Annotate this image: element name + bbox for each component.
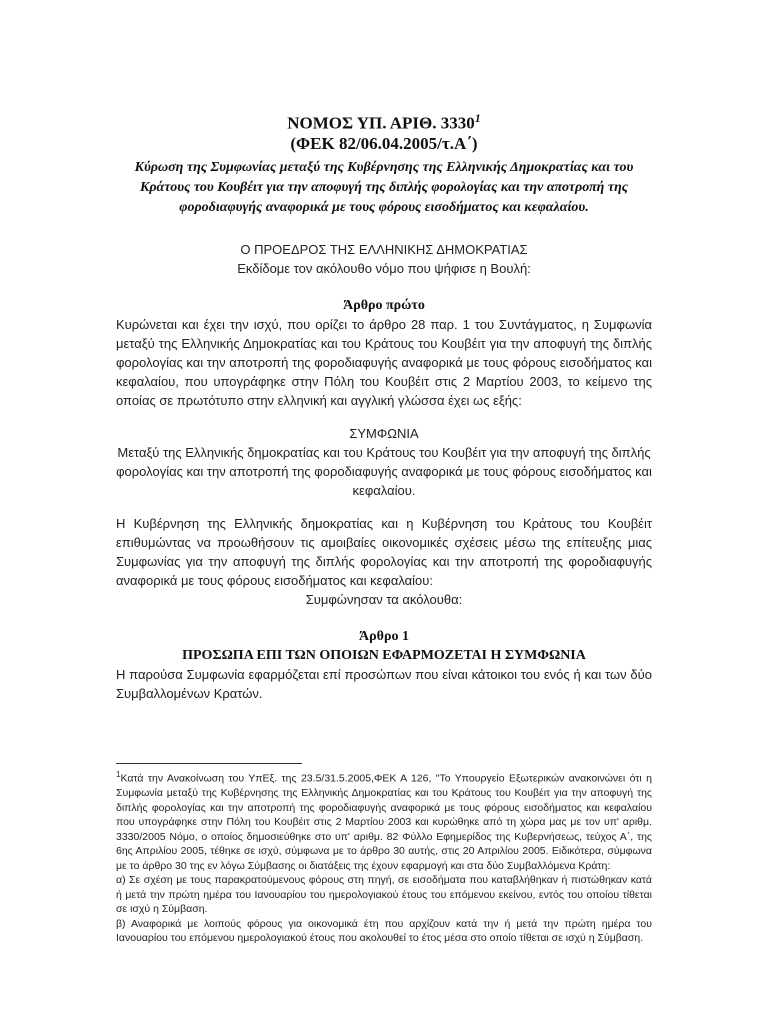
law-subject: Κύρωση της Συμφωνίας μεταξύ της Κυβέρνησης της Ελληνικής Δημοκρατίας και του Κράτους του Κουβέιτ για την αποφυγή της διπλής φορολογίας και την αποτροπή της φοροδιαφυγής αναφορικά με τους φόρους εισοδήματος και κεφαλαίου. xyxy=(134,159,634,215)
footnote-reference[interactable]: 1 xyxy=(474,111,481,125)
fek-reference: (ΦΕΚ 82/06.04.2005/τ.Α΄) xyxy=(290,133,478,153)
agreement-intro: Η Κυβέρνηση της Ελληνικής δημοκρατίας και η Κυβέρνηση του Κράτους του Κουβέιτ επιθυμώντας να προωθήσουν τις αμοιβαίες οικονομικές σχέσεις μέσω της επίτευξης μιας Συμφωνίας για την αποφυγή της διπλής φορολογίας και την αποτροπή της φοροδιαφυγής αναφορικά με τους φόρους εισοδήματος και κεφαλαίου: xyxy=(116,516,652,588)
agreed-line: Συμφώνησαν τα ακόλουθα: xyxy=(305,592,463,607)
article-first-text: Κυρώνεται και έχει την ισχύ, που ορίζει το άρθρο 28 παρ. 1 του Συντάγματος, η Συμφωνία μεταξύ της Ελληνικής Δημοκρατίας και του Κράτους του Κουβέιτ για την αποφυγή της διπλής φορολογίας και την αποτροπή της φοροδιαφυγής αναφορικά με τους φόρους εισοδήματος και κεφαλαίου, που υπογράφηκε στην Πόλη του Κουβέιτ στις 2 Μαρτίου 2003, το κείμενο της οποίας σε πρωτότυπο στην ελληνική και αγγλική γλώσσα έχει ως εξής: xyxy=(116,317,652,408)
footnote-item-b: β) Αναφορικά με λοιπούς φόρους για οικονομικά έτη που αρχίζουν κατά την ή μετά την πρώτη ημέρα του Ιανουαρίου του επόμενου ημερολογιακού έτους που ακολουθεί το έτος μέσα στο οποίο τίθεται σε ισχύ η Σύμβαση. xyxy=(116,917,652,944)
article-1-text: Η παρούσα Συμφωνία εφαρμόζεται επί προσώπων που είναι κάτοικοι του ενός ή και των δύο Συμβαλλομένων Κρατών. xyxy=(116,667,652,701)
law-title xyxy=(110,108,658,134)
footnote-area xyxy=(116,768,652,946)
law-number: ΝΟΜΟΣ ΥΠ. ΑΡΙΘ. 3330 xyxy=(287,113,475,133)
article-first-heading: Άρθρο πρώτο xyxy=(343,298,425,313)
article-1-title: ΠΡΟΣΩΠΑ ΕΠΙ ΤΩΝ ΟΠΟΙΩΝ ΕΦΑΡΜΟΖΕΤΑΙ Η ΣΥΜΦΩΝΙΑ xyxy=(182,648,586,663)
agreement-subtitle: Μεταξύ της Ελληνικής δημοκρατίας και του Κράτους του Κουβέιτ για την αποφυγή της διπλής φορολογίας και την αποτροπή της φοροδιαφυγής αναφορικά με τους φόρους εισοδήματος και κεφαλαίου. xyxy=(116,445,652,498)
law-header xyxy=(110,108,658,218)
footnote-item-a: α) Σε σχέση με τους παρακρατούμενους φόρους στη πηγή, σε εισοδήματα που καταβλήθηκαν ή πιστώθηκαν κατά ή μετά την πρώτη ημέρα του Ιανουαρίου του ημερολογιακού έτους του επόμενου εκείνου, εντός του οποίου τίθεται σε ισχύ η Σύμβαση. xyxy=(116,874,652,915)
footnote-body: Κατά την Ανακοίνωση του ΥπΕξ. της 23.5/31.5.2005,ΦΕΚ Α 126, "Το Υπουργείο Εξωτερικών ανακοινώνει ότι η Συμφωνία μεταξύ της Κυβέρνησης της Ελληνικής Δημοκρατίας και του Κράτους του Κουβέιτ για την αποφυγή της διπλής φορολογίας και την αποτροπή της φοροδιαφυγής αναφορικά με τους φόρους εισοδήματος και κεφαλαίου που υπογράφηκε στην Πόλη του Κουβέιτ στις 2 Μαρτίου 2003 και κυρώθηκε από τη χώρα μας με τον υπ' αριθμ. 3330/2005 Νόμο, ο οποίος δημοσιεύθηκε στο υπ' αριθμ. 82 Φύλλο Εφημερίδος της Κυβερνήσεως, τεύχος Α΄, της 6ης Απριλίου 2005, τέθηκε σε ισχύ, σύμφωνα με το άρθρο 30 αυτής, στις 20 Απριλίου 2005. Ειδικότερα, σύμφωνα με το άρθρο 30 της εν λόγω Σύμβασης οι διατάξεις της έχουν εφαρμογή και στα δύο Συμβαλλόμενα Κράτη: xyxy=(116,772,652,872)
document-body xyxy=(116,240,652,703)
footnote-divider xyxy=(116,763,302,764)
president-line: Ο ΠΡΟΕΔΡΟΣ ΤΗΣ ΕΛΛΗΝΙΚΗΣ ΔΗΜΟΚΡΑΤΙΑΣ xyxy=(240,242,528,257)
promulgation-line: Εκδίδομε τον ακόλουθο νόμο που ψήφισε η Βουλή: xyxy=(237,261,531,276)
agreement-heading: ΣΥΜΦΩΝΙΑ xyxy=(349,426,419,441)
article-1-heading: Άρθρο 1 xyxy=(359,629,409,644)
footnote-text xyxy=(116,768,652,873)
footnote-mark: 1 xyxy=(116,770,121,779)
